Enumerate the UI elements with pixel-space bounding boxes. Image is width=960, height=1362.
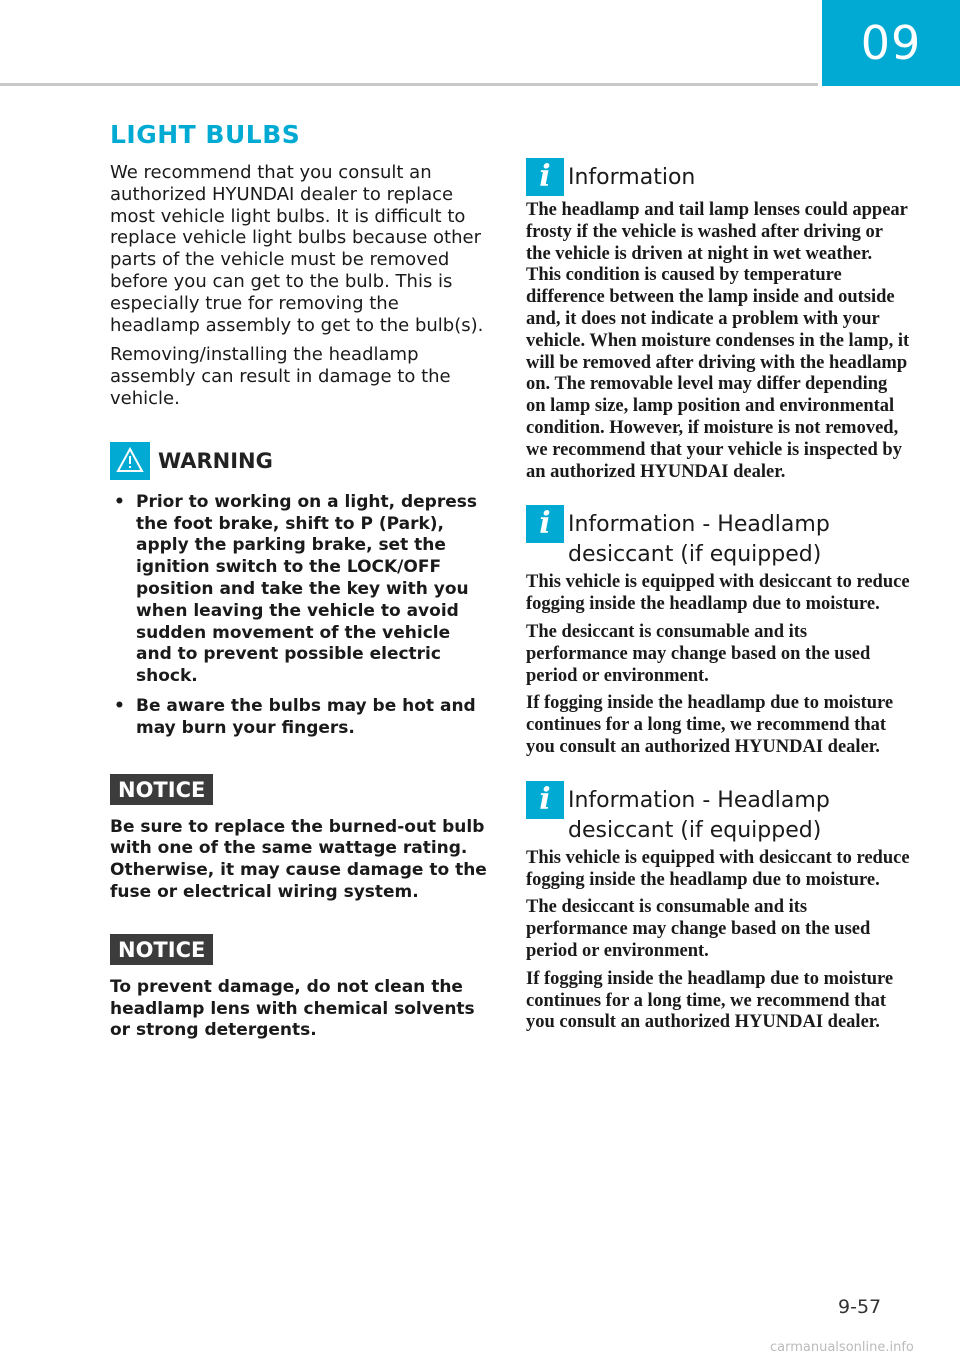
info-header — [526, 781, 910, 846]
info-header — [526, 505, 910, 570]
info-paragraph: This vehicle is equipped with desiccant to reduce fogging inside the headlamp due to moisture. — [526, 572, 910, 615]
notice-text: Be sure to replace the burned-out bulb with one of the same wattage rating. Otherwise, it may cause damage to the fuse or electrical wiring system. — [110, 816, 487, 902]
left-column — [110, 162, 488, 1042]
info-icon: i — [526, 505, 564, 543]
info-body — [526, 572, 910, 758]
info-paragraph: The desiccant is consumable and its performance may change based on the used period or environment. — [526, 621, 871, 686]
notice-badge: NOTICE — [110, 934, 213, 965]
info-paragraph: The headlamp and tail lamp lenses could appear frosty if the vehicle is washed after driving or the vehicle is driven at night in wet weather. This condition is caused by temperature difference between the lamp inside and outside and, it does not indicate a problem with your vehicle. When moisture condenses in the lamp, it will be removed after driving with the headlamp on. The removable level may differ depending on lamp size, lamp position and environmental condition. However, if moisture is not removed, we recommend that your vehicle is inspected by an authorized HYUNDAI dealer. — [526, 200, 910, 482]
info-title: Information - Headlamp desiccant (if equipped) — [568, 512, 830, 568]
info-icon: i — [526, 158, 564, 196]
intro-paragraph: We recommend that you consult an authorized HYUNDAI dealer to replace most vehicle light bulbs. It is difficult to replace vehicle light bulbs because other parts of the vehicle must be removed before you can get to the bulb. This is especially true for removing the headlamp assembly to get to the bulb(s). — [110, 162, 484, 336]
warning-list — [110, 492, 488, 740]
right-column — [526, 159, 910, 1040]
info-paragraph: This vehicle is equipped with desiccant to reduce fogging inside the headlamp due to moisture. — [526, 847, 910, 890]
section-title: LIGHT BULBS — [110, 120, 301, 149]
intro-paragraph: Removing/installing the headlamp assembly can result in damage to the vehicle. — [110, 344, 451, 409]
notice-badge: NOTICE — [110, 774, 213, 805]
info-paragraph: If fogging inside the headlamp due to moisture continues for a long time, we recommend that you consult an authorized HYUNDAI dealer. — [526, 693, 894, 757]
info-title: Information — [568, 165, 696, 190]
warning-title: WARNING — [158, 448, 273, 473]
warning-header — [110, 442, 488, 480]
info-title: Information - Headlamp desiccant (if equipped) — [568, 787, 830, 843]
info-body — [526, 848, 910, 1034]
page-number: 9-57 — [838, 1296, 882, 1318]
chapter-tab: 09 — [822, 0, 960, 86]
header-rule — [0, 83, 818, 86]
info-icon: i — [526, 781, 564, 819]
warning-item: • Be aware the bulbs may be hot and may burn your fingers. — [110, 696, 488, 740]
info-paragraph: If fogging inside the headlamp due to moisture continues for a long time, we recommend that you consult an authorized HYUNDAI dealer. — [526, 968, 894, 1033]
info-header — [526, 158, 910, 196]
info-paragraph: The desiccant is consumable and its performance may change based on the used period or environment. — [526, 897, 871, 961]
warning-triangle-icon — [110, 442, 150, 480]
info-body — [526, 200, 910, 483]
warning-item: • Prior to working on a light, depress the foot brake, shift to P (Park), apply the parking brake, set the ignition switch to the LOCK/OFF position and take the key with you when leaving the vehicle to avoid sudden movement of the vehicle and to prevent possible electric shock. — [110, 492, 488, 688]
notice-text: To prevent damage, do not clean the headlamp lens with chemical solvents or strong detergents. — [110, 976, 475, 1041]
watermark: carmanualsonline.info — [770, 1340, 914, 1355]
